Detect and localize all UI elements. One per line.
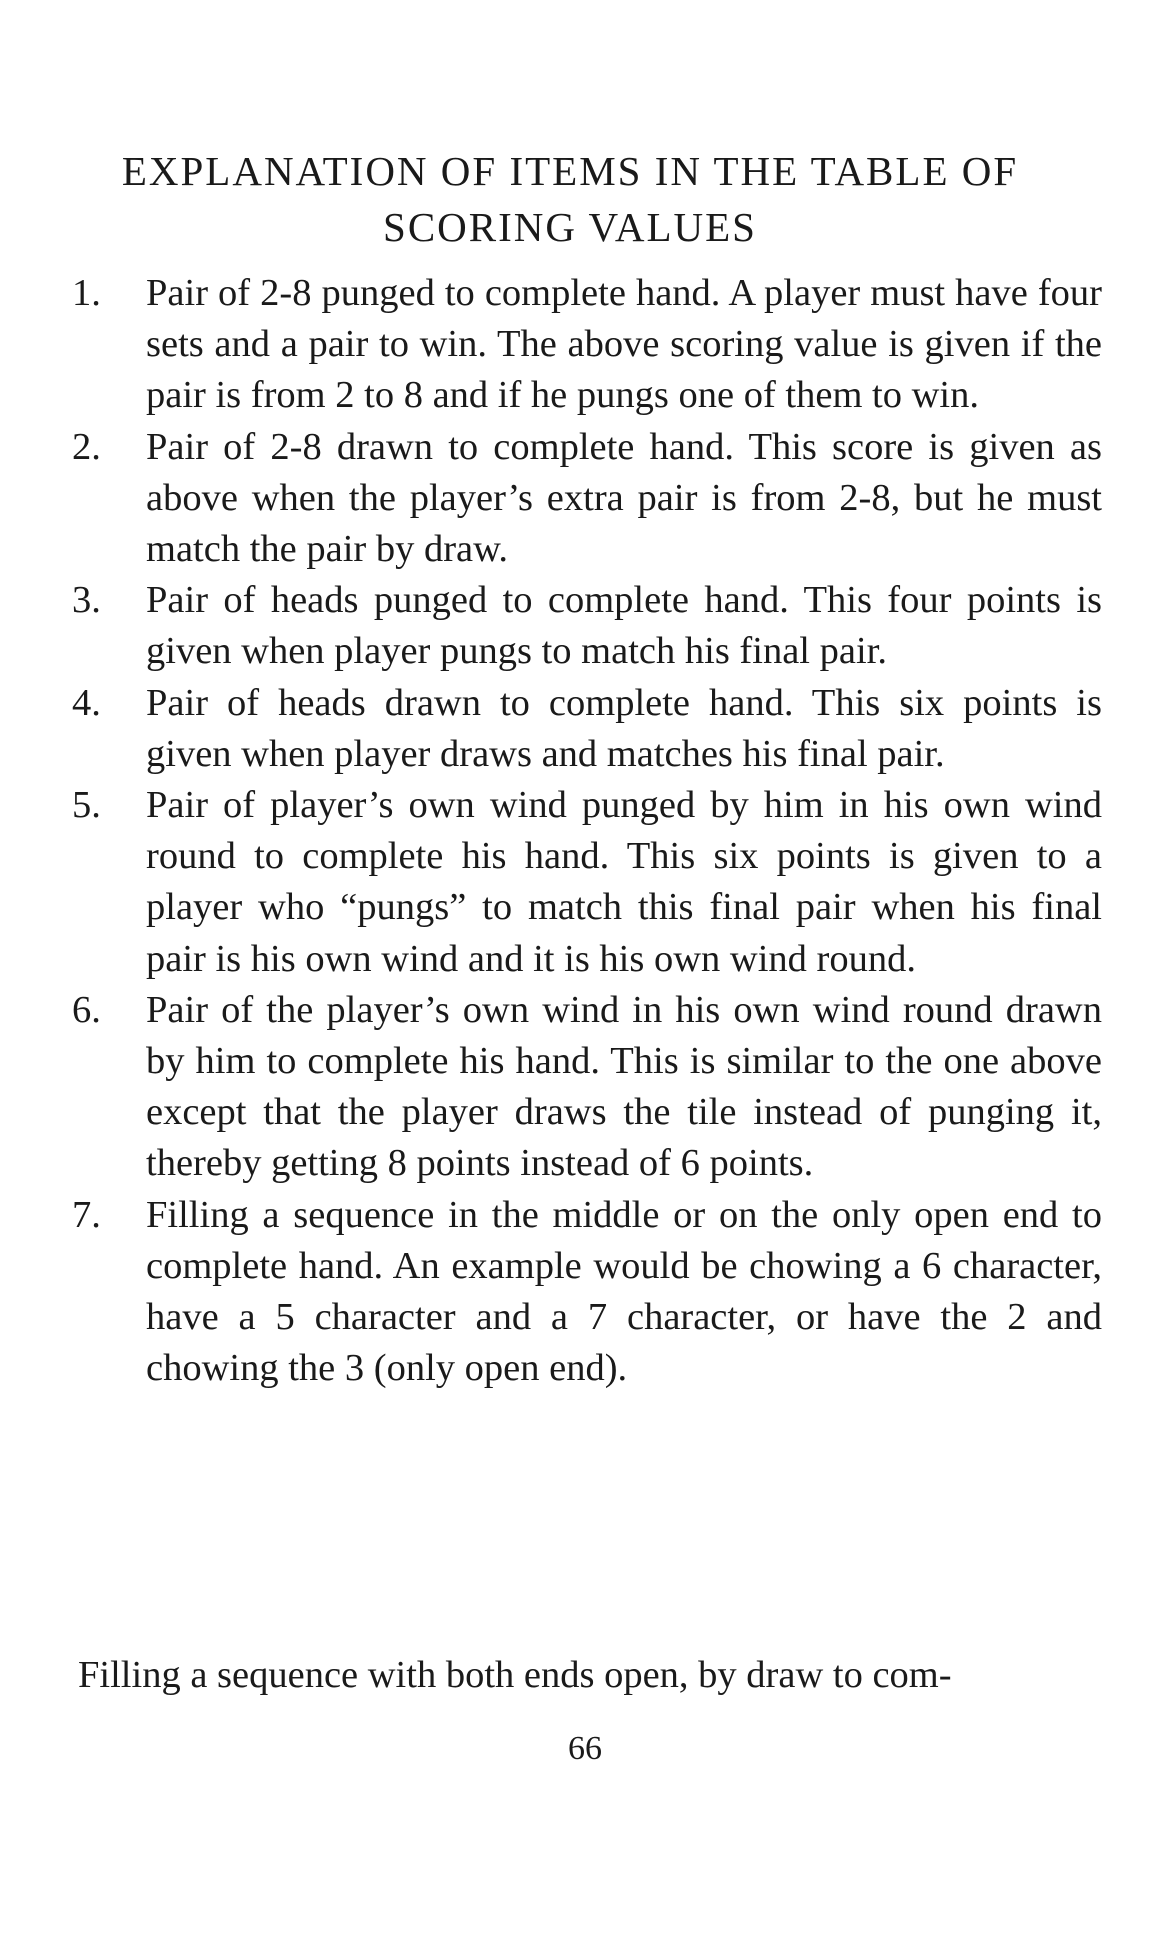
- page-title: [40, 143, 1100, 255]
- closing-paragraph: Filling a sequence with both ends open, by draw to com-: [78, 1654, 952, 1696]
- item-text: Pair of heads punged to complete hand. This four points is given when player pungs to match his final pair.: [146, 579, 1102, 673]
- item-number: 7.: [72, 1193, 101, 1236]
- item-text: Pair of the player’s own wind in his own wind round drawn by him to complete his hand. This is similar to the one above except that the player draws the tile instead of punging it, thereby getting 8 points instead of 6 points.: [146, 988, 1102, 1185]
- list-item: [62, 268, 1102, 422]
- item-number: 2.: [72, 425, 101, 468]
- list-item: [62, 780, 1102, 985]
- item-number: 4.: [72, 681, 101, 724]
- title-line-2: SCORING VALUES: [383, 204, 757, 250]
- list-item: [62, 575, 1102, 677]
- list-item: [62, 1190, 1102, 1395]
- item-number: 1.: [72, 272, 101, 314]
- item-text: Pair of 2-8 drawn to complete hand. This score is given as above when the player’s extra pair is from 2-8, but he must match the pair by draw.: [146, 425, 1102, 571]
- item-text: Pair of player’s own wind punged by him in his own wind round to complete his hand. This six points is given to a player who “pungs” to match this final pair when his final pair is his own wind and it is his own wind round.: [146, 784, 1102, 980]
- item-text: Pair of heads drawn to complete hand. This six points is given when player draws and matches his final pair.: [146, 681, 1102, 775]
- list-item: [62, 422, 1102, 576]
- item-text: Pair of 2-8 punged to complete hand. A player must have four sets and a pair to win. The above scoring value is given if the pair is from 2 to 8 and if he pungs one of them to win.: [146, 272, 1102, 417]
- item-number: 5.: [72, 784, 101, 827]
- list-item: [62, 678, 1102, 780]
- page-number: 66: [568, 1730, 602, 1767]
- item-number: 6.: [72, 988, 101, 1031]
- item-text: Filling a sequence in the middle or on the only open end to complete hand. An example would be chowing a 6 character, have a 5 character and a 7 character, or have the 2 and chowing the 3 (only open end).: [146, 1193, 1102, 1390]
- title-line-1: EXPLANATION OF ITEMS IN THE TABLE OF: [121, 148, 1019, 194]
- item-number: 3.: [72, 579, 101, 622]
- scoring-explanation-list: [62, 268, 1102, 1394]
- list-item: [62, 985, 1102, 1190]
